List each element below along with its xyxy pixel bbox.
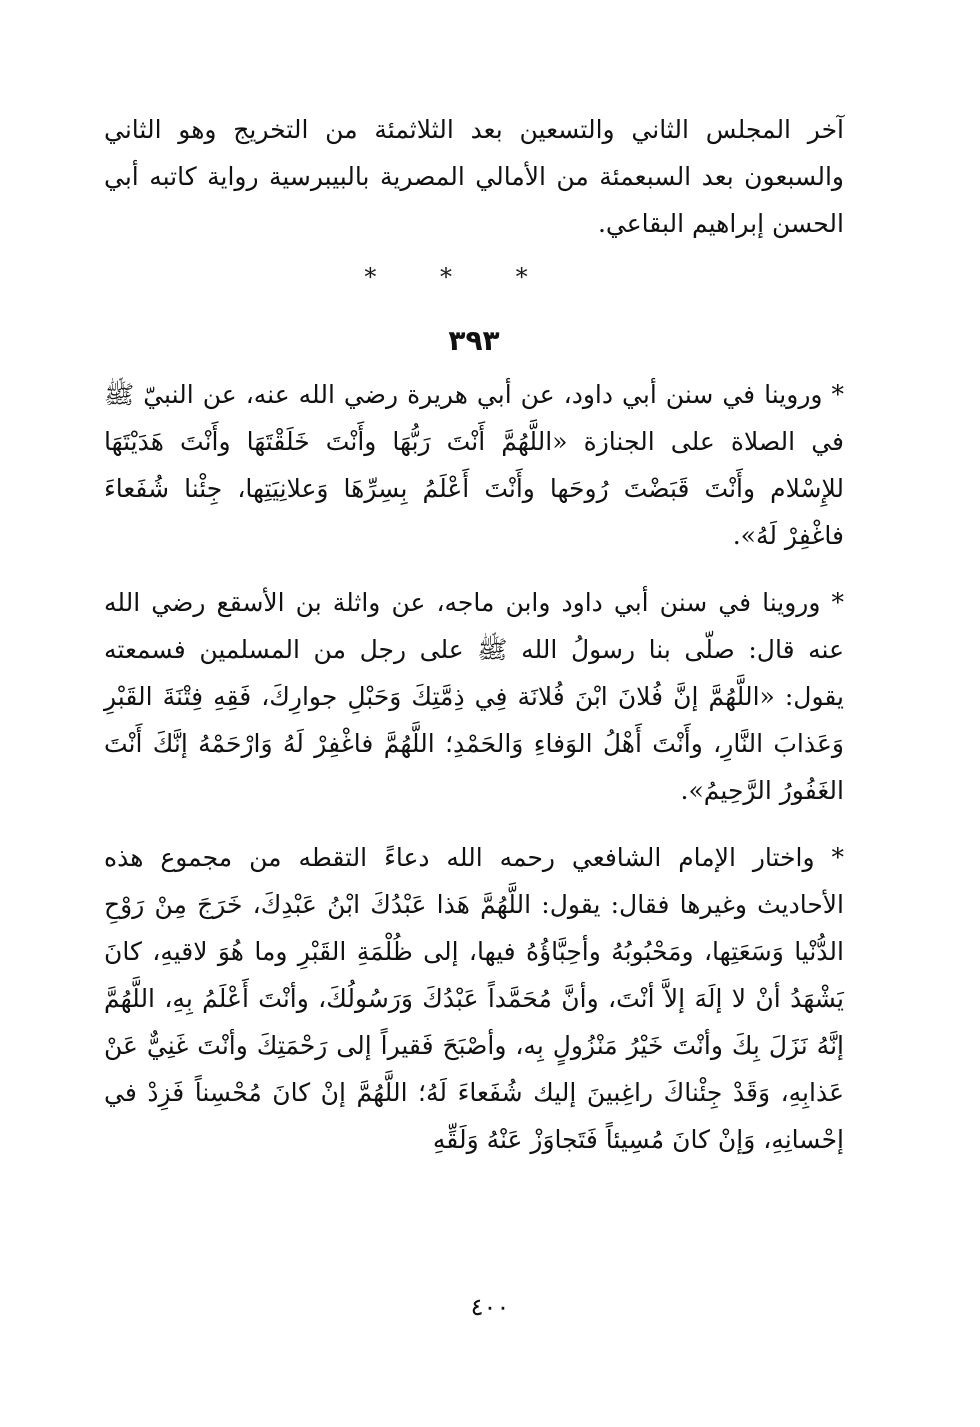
paragraph-gap [104,814,844,834]
page-body [104,106,844,1163]
paragraph-gap [104,559,844,579]
section-number: ٣٩٣ [448,324,500,357]
hadith-paragraph-2: * وروينا في سنن أبي داود وابن ماجه، عن واثلة بن الأسقع رضي الله عنه قال: صلّى بنا رسولُ الله ﷺ على رجل من المسلمين فسمعته يقول: «اللَّهُمَّ إنَّ فُلانَ ابْنَ فُلانَة فِي ذِمَّتِكَ وَحَبْلِ جوارِكَ، فَقِهِ فِتْنَةَ القَبْرِ وَعَذابَ النَّارِ، وأَنْتَ أَهْلُ الوَفاءِ وَالحَمْدِ؛ اللَّهُمَّ فاغْفِرْ لَهُ وَارْحَمْهُ إنَّكَ أَنْتَ الغَفُورُ الرَّحِيمُ». [104,588,844,805]
hadith-paragraph-1: * وروينا في سنن أبي داود، عن أبي هريرة رضي الله عنه، عن النبيّ ﷺ في الصلاة على الجنازة «اللَّهُمَّ أَنْتَ رَبُّهَا وأَنْتَ خَلَقْتَهَا وأَنْتَ هَدَيْتَهَا للإِسْلام وأَنْتَ قَبَضْتَ رُوحَها وأَنْتَ أَعْلَمُ بِسِرِّهَا وَعلانِيَتِها، جِئْنا شُفَعاءَ فاغْفِرْ لَهُ». [104,380,844,550]
intro-paragraph: آخر المجلس الثاني والتسعين بعد الثلاثمئة من التخريج وهو الثاني والسبعون بعد السبعمئة من الأمالي المصرية بالبيبرسية رواية كاتبه أبي الحسن إبراهيم البقاعي. [104,115,844,238]
page-number: ٤٠٠ [470,1293,510,1321]
hadith-paragraph-3: * واختار الإمام الشافعي رحمه الله دعاءً التقطه من مجموع هذه الأحاديث وغيرها فقال: يقول: اللَّهُمَّ هَذا عَبْدُكَ ابْنُ عَبْدِكَ، خَرَجَ مِنْ رَوْحِ الدُّنْيا وَسَعَتِها، ومَحْبُوبُهُ وأحِبَّاؤُهُ فيها، إلى ظُلْمَةِ القَبْرِ وما هُوَ لاقيهِ، كانَ يَشْهَدُ أنْ لا إلَهَ إلاَّ أنْتَ، وأنَّ مُحَمَّداً عَبْدُكَ وَرَسُولُكَ، وأنْتَ أَعْلَمُ بِهِ، اللَّهُمَّ إنَّهُ نَزَلَ بِكَ وأنْتَ خَيْرُ مَنْزُولٍ بِه، وأصْبَحَ فَقيراً إلى رَحْمَتِكَ وأنْتَ غَنِيٌّ عَنْ عَذابِهِ، وَقَدْ جِئْناكَ راغِبينَ إليك شُفَعاءَ لَهُ؛ اللَّهُمَّ إنْ كانَ مُحْسِناً فَزِدْ في إحْسانِهِ، وَإنْ كانَ مُسِيئاً فَتَجاوَزْ عَنْهُ وَلَقِّهِ [104,843,844,1154]
section-separator: * * * [364,263,556,291]
